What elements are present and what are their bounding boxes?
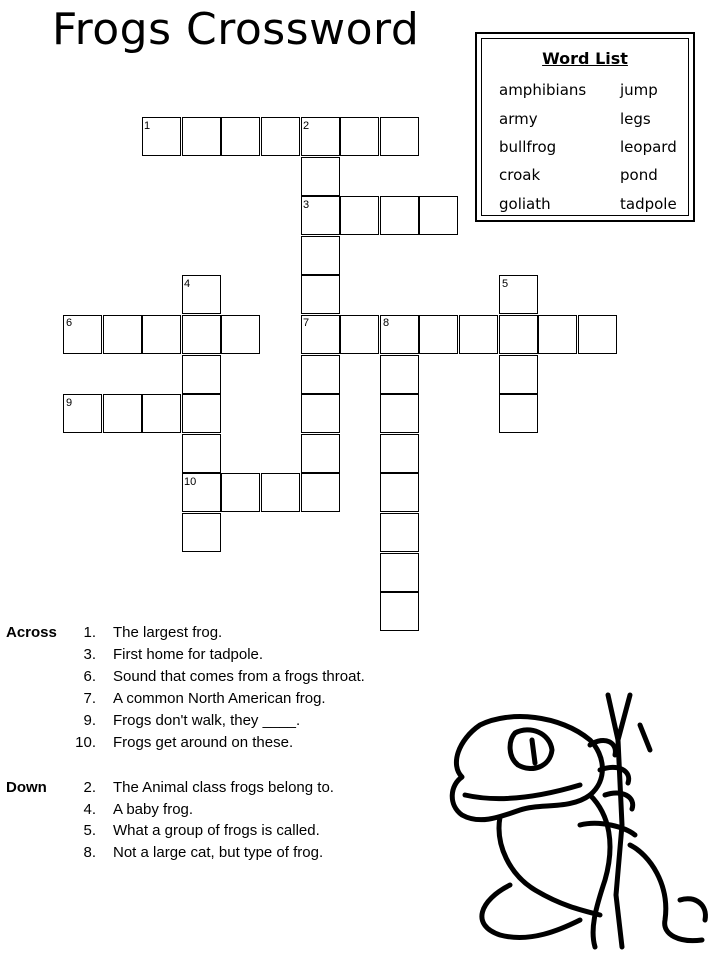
grid-number: 4 — [184, 278, 191, 290]
crossword-cell[interactable] — [340, 117, 379, 156]
crossword-cell[interactable] — [380, 394, 419, 433]
word-list-item: legs — [620, 110, 651, 128]
crossword-cell[interactable] — [182, 117, 221, 156]
clue-text: A common North American frog. — [113, 690, 326, 707]
crossword-cell[interactable] — [380, 196, 419, 235]
crossword-cell[interactable] — [301, 394, 340, 433]
grid-number: 2 — [303, 120, 310, 132]
page-title: Frogs Crossword — [52, 4, 420, 55]
crossword-cell[interactable] — [459, 315, 498, 354]
crossword-cell[interactable] — [380, 117, 419, 156]
crossword-cell[interactable] — [499, 394, 538, 433]
word-list-item: jump — [620, 81, 658, 99]
crossword-cell[interactable] — [499, 315, 538, 354]
crossword-cell[interactable] — [301, 355, 340, 394]
clue-number: 8. — [83, 844, 96, 861]
crossword-cell[interactable] — [301, 157, 340, 196]
clue-number: 6. — [83, 668, 96, 685]
clue-number: 7. — [83, 690, 96, 707]
grid-number: 8 — [383, 317, 390, 329]
clue-number: 10. — [75, 734, 96, 751]
clue-text: Sound that comes from a frogs throat. — [113, 668, 365, 685]
down-heading: Down — [6, 779, 47, 796]
word-list-item: goliath — [499, 195, 551, 213]
clue-number: 2. — [83, 779, 96, 796]
frog-illustration — [440, 685, 718, 950]
crossword-cell[interactable] — [340, 315, 379, 354]
frog-toe — [680, 899, 705, 920]
crossword-cell[interactable] — [261, 117, 300, 156]
crossword-cell[interactable] — [380, 473, 419, 512]
crossword-cell[interactable] — [261, 473, 300, 512]
across-heading: Across — [6, 624, 57, 641]
clue-number: 5. — [83, 822, 96, 839]
clue-text: First home for tadpole. — [113, 646, 264, 663]
crossword-cell[interactable] — [419, 196, 458, 235]
grid-number: 9 — [66, 397, 73, 409]
word-list-item: tadpole — [620, 195, 677, 213]
frog-back — [590, 795, 610, 947]
crossword-cell[interactable] — [142, 394, 181, 433]
crossword-cell[interactable] — [182, 355, 221, 394]
word-list-item: leopard — [620, 138, 677, 156]
crossword-cell[interactable] — [103, 315, 142, 354]
frog-belly — [499, 817, 600, 915]
crossword-cell[interactable] — [182, 434, 221, 473]
crossword-cell[interactable] — [538, 315, 577, 354]
crossword-cell[interactable] — [301, 434, 340, 473]
frog-pupil — [532, 740, 535, 763]
word-list-item: croak — [499, 166, 541, 184]
frog-hind-leg — [630, 845, 702, 941]
crossword-cell[interactable] — [380, 434, 419, 473]
word-list-item: army — [499, 110, 538, 128]
grid-number: 10 — [184, 476, 197, 488]
crossword-cell[interactable] — [182, 513, 221, 552]
crossword-cell[interactable] — [340, 196, 379, 235]
clue-text: The Animal class frogs belong to. — [113, 779, 334, 796]
crossword-cell[interactable] — [380, 592, 419, 631]
clue-text: What a group of frogs is called. — [113, 822, 320, 839]
crossword-cell[interactable] — [301, 473, 340, 512]
clue-number: 1. — [83, 624, 96, 641]
grid-number: 7 — [303, 317, 310, 329]
crossword-cell[interactable] — [301, 236, 340, 275]
clue-text: Not a large cat, but type of frog. — [113, 844, 324, 861]
word-list-item: pond — [620, 166, 658, 184]
crossword-cell[interactable] — [221, 315, 260, 354]
clue-text: A baby frog. — [113, 801, 194, 818]
word-list-inner — [481, 38, 689, 216]
crossword-cell[interactable] — [419, 315, 458, 354]
clue-number: 9. — [83, 712, 96, 729]
word-list-item: amphibians — [499, 81, 587, 99]
crossword-cell[interactable] — [182, 315, 221, 354]
clue-number: 4. — [83, 801, 96, 818]
crossword-cell[interactable] — [301, 275, 340, 314]
clue-text: The largest frog. — [113, 624, 223, 641]
clue-number: 3. — [83, 646, 96, 663]
frog-mouth — [465, 785, 580, 799]
word-list-item: bullfrog — [499, 138, 557, 156]
crossword-cell[interactable] — [380, 553, 419, 592]
crossword-cell[interactable] — [221, 117, 260, 156]
crossword-cell[interactable] — [499, 355, 538, 394]
word-list-heading: Word List — [542, 49, 628, 68]
grid-number: 3 — [303, 199, 310, 211]
clue-text: Frogs don't walk, they ____. — [113, 712, 301, 729]
crossword-cell[interactable] — [221, 473, 260, 512]
grid-number: 6 — [66, 317, 73, 329]
word-list-box — [475, 32, 695, 222]
crossword-cell[interactable] — [380, 355, 419, 394]
crossword-cell[interactable] — [182, 394, 221, 433]
clue-text: Frogs get around on these. — [113, 734, 294, 751]
crossword-cell[interactable] — [578, 315, 617, 354]
grid-number: 1 — [144, 120, 151, 132]
crossword-cell[interactable] — [103, 394, 142, 433]
branch-top — [608, 695, 630, 740]
crossword-cell[interactable] — [142, 315, 181, 354]
grid-number: 5 — [502, 278, 509, 290]
frog-leg — [482, 885, 580, 937]
crossword-cell[interactable] — [380, 513, 419, 552]
branch-twig — [640, 725, 650, 750]
